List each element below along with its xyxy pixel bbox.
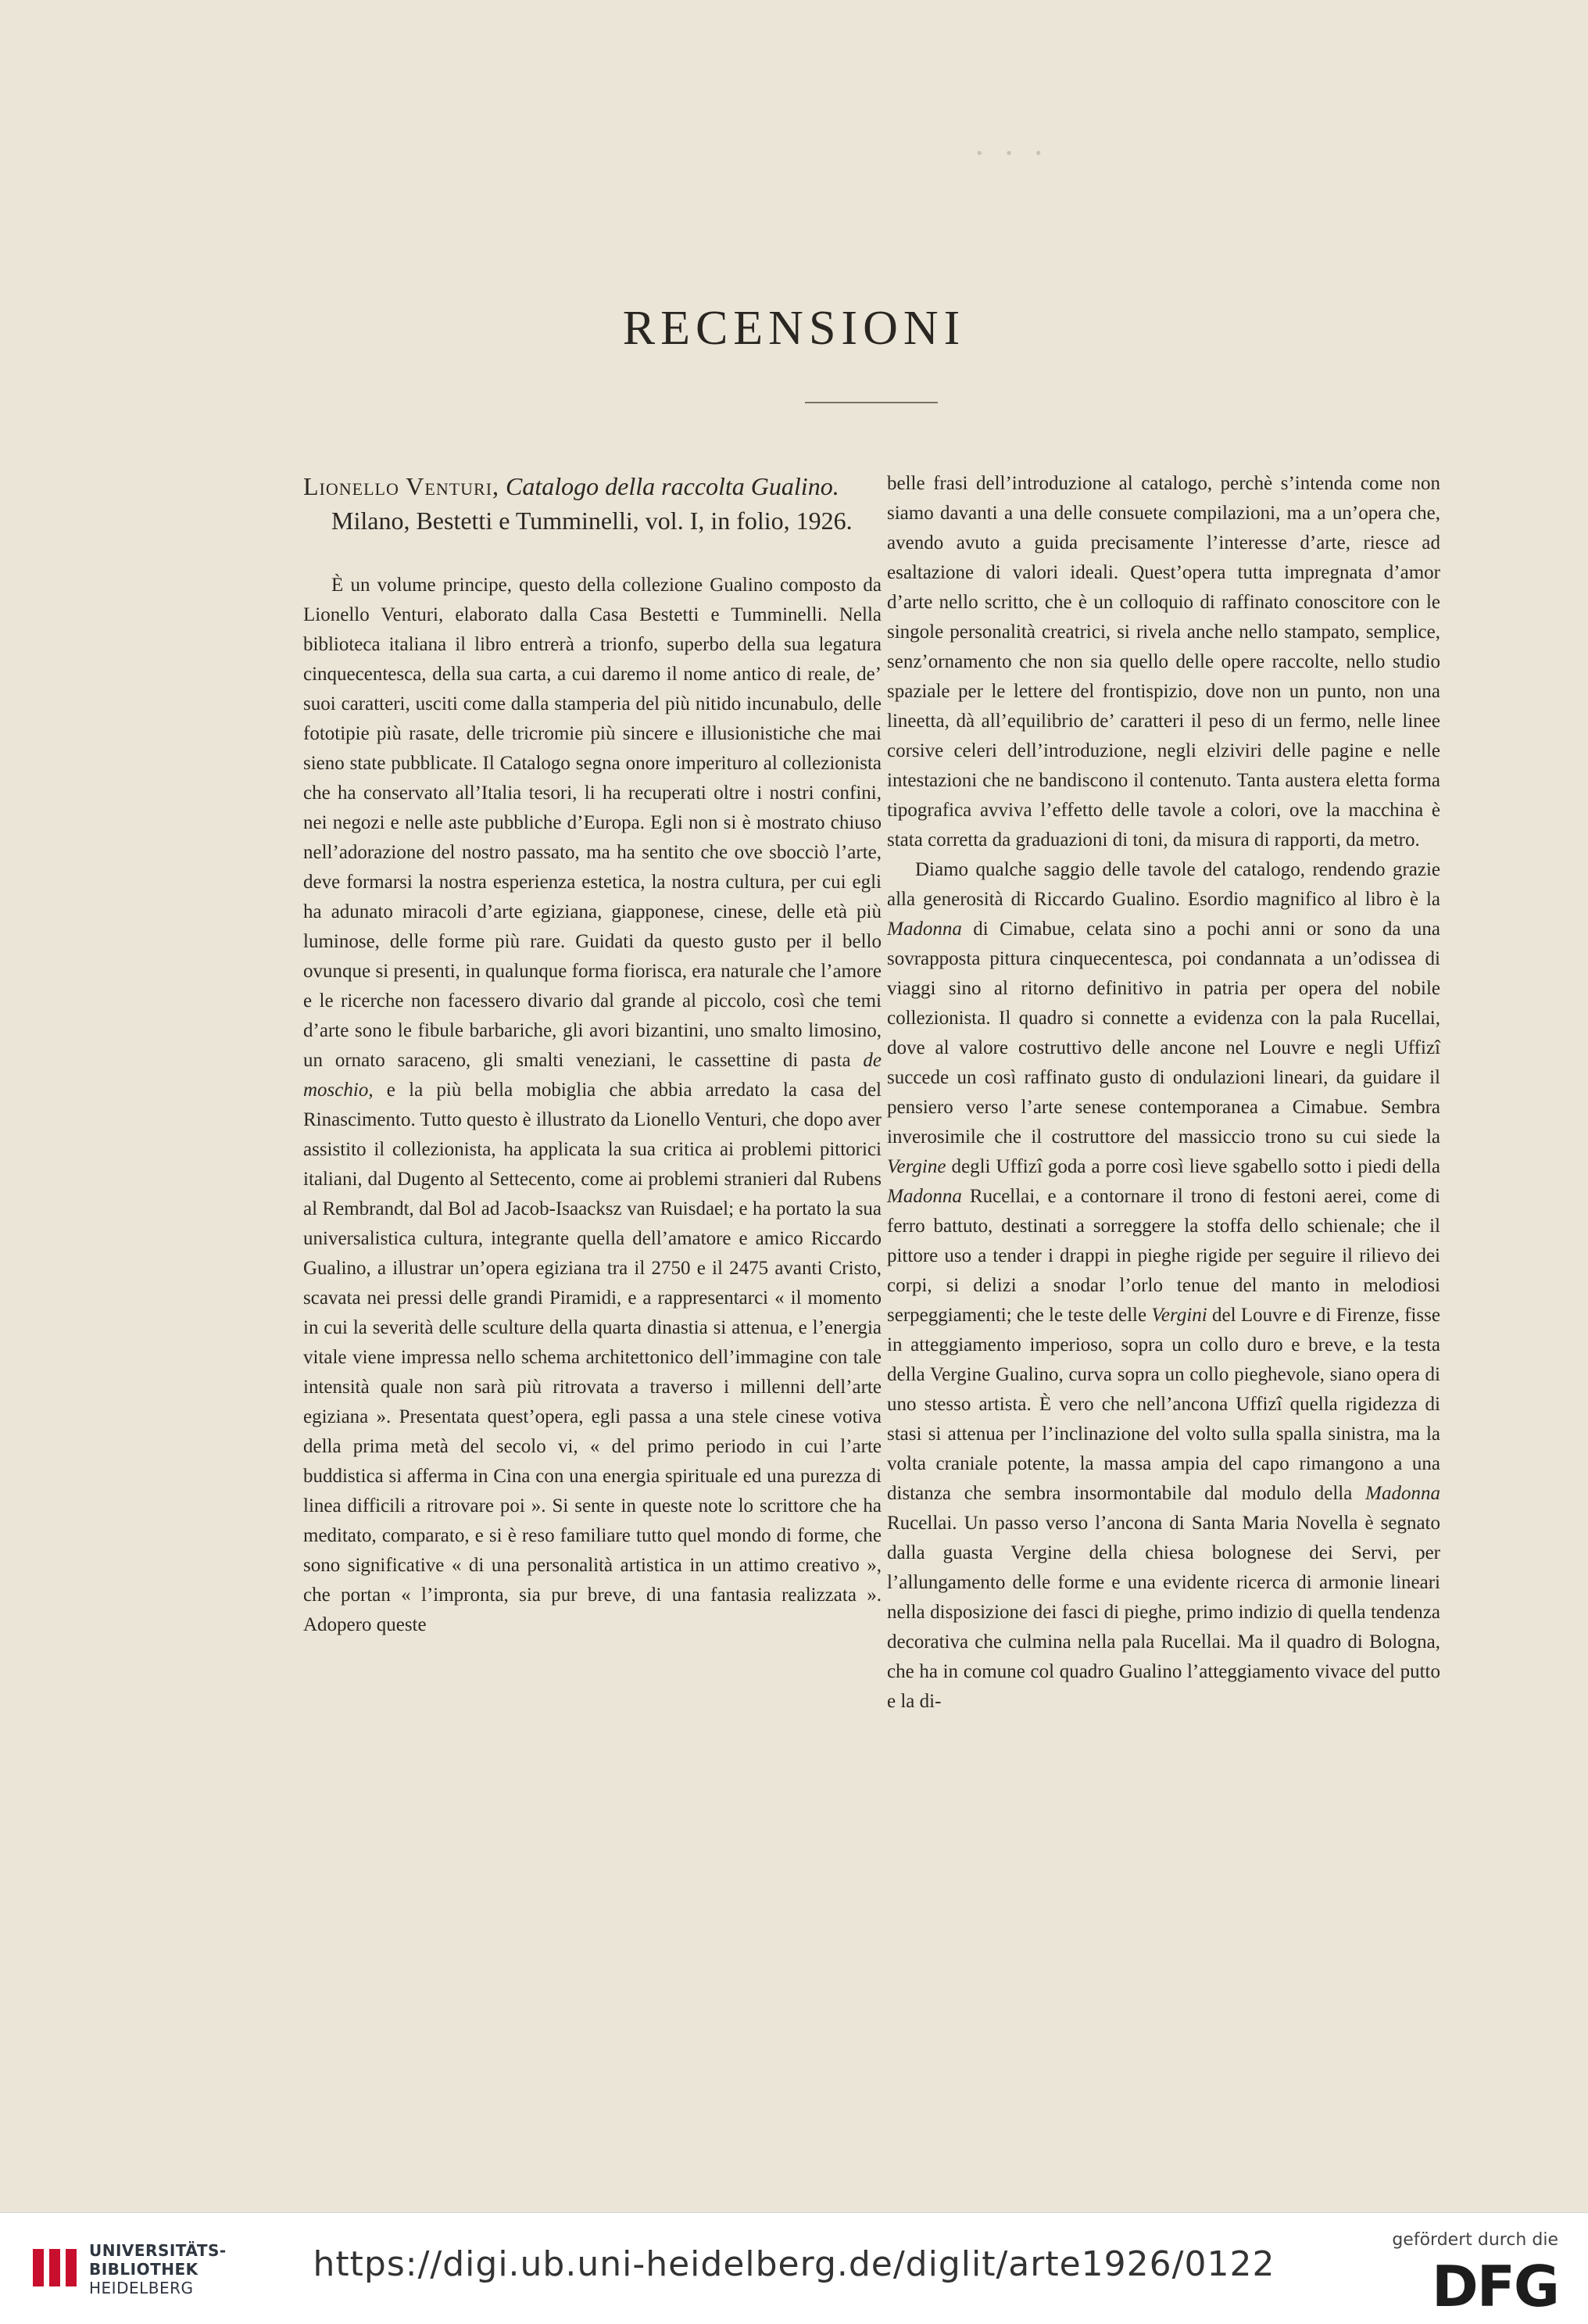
review-details: Milano, Bestetti e Tumminelli, vol. I, in folio, 1926. bbox=[331, 507, 853, 535]
review-author: Lionello Venturi, bbox=[303, 472, 500, 500]
right-text-italic: Madonna bbox=[887, 1186, 962, 1207]
review-heading bbox=[303, 469, 882, 538]
title-rule bbox=[805, 402, 938, 403]
viewer-footer bbox=[0, 2212, 1588, 2324]
right-text-italic: Vergini bbox=[1151, 1305, 1207, 1326]
library-name-line: BIBLIOTHEK bbox=[89, 2260, 198, 2279]
right-text: Rucellai, e a contornare il trono di festoni aerei, come di ferro battuto, destinati a sorreggere la stoffa dello schienale; che il pittore uso a tender i drappi in pieghe rigide per seguire il rilievo dei corpi, si delizi a snodar l’orlo tenue del manto in melodiosi serpeggiamenti; che le teste delle bbox=[887, 1186, 1440, 1326]
left-column bbox=[303, 469, 882, 1640]
right-text: degli Uffizî goda a porre così lieve sgabello sotto i piedi della bbox=[946, 1156, 1440, 1177]
right-text-italic: Madonna bbox=[1365, 1483, 1440, 1504]
right-paragraph-1: belle frasi dell’introduzione al catalogo, perchè s’intenda come non siamo davanti a una delle consuete compilazioni, ma a un’opera che, avendo avuto a guida precisamente l’interesse d’arte, riesce ad esaltazione di valori ideali. Quest’opera tutta impregnata d’amor d’arte nello scritto, che è un colloquio di raffinato conoscitore con le singole personalità creatrici, si rivela anche nello stampato, semplice, senz’ornamento che non sia quello delle opere raccolte, nello studio spaziale per le lettere del frontispizio, dove non un punto, non una lineetta, dà all’equilibrio de’ caratteri il peso di un fermo, nelle linee corsive celeri dell’introduzione, negli elziviri delle pagine e nelle intestazioni che ne bandiscono il contenuto. Tanta austera eletta forma tipografica avviva l’effetto delle tavole a colori, ove la macchina è stata corretta da graduazioni di toni, da misura di rapporti, da metro. bbox=[887, 473, 1440, 850]
right-paragraph-2 bbox=[887, 855, 1440, 1717]
page-title: RECENSIONI bbox=[622, 302, 966, 355]
library-name-line: UNIVERSITÄTS- bbox=[89, 2241, 227, 2260]
right-text: Diamo qualche saggio delle tavole del catalogo, rendendo grazie alla generosità di Riccardo Gualino. Esordio magnifico al libro è la bbox=[887, 859, 1440, 910]
left-paragraph bbox=[303, 571, 882, 1640]
right-text-italic: Vergine bbox=[887, 1156, 946, 1177]
right-text: del Louvre e di Firenze, fisse in atteggiamento imperioso, sopra un collo duro e breve, e la testa della Vergine Gualino, curva sopra un collo pieghevole, siano opera di uno stesso artista. È vero che nell’ancona Uffizî quella rigidezza di stasi si attenua per l’inclinazione del volto sulla spalla sinistra, ma la volta craniale potente, la massa ampia del capo rimangono a una distanza che sembra insormontabile dal modulo della bbox=[887, 1305, 1440, 1504]
right-text: Rucellai. Un passo verso l’ancona di Santa Maria Novella è segnato dalla guasta Vergine della chiesa bolognese dei Servi, per l’allungamento delle forme e una evidente ricerca di armonie lineari nella disposizione dei fasci di pieghe, primo indizio di quella tendenza decorativa che culmina nella pala Rucellai. Ma il quadro di Bologna, che ha in comune col quadro Gualino l’atteggiamento vivace del putto e la di- bbox=[887, 1513, 1440, 1712]
right-text: di Cimabue, celata sino a pochi anni or sono da una sovrapposta pittura cinquecentesca, poi condannata a un’odissea di viaggi sino al ritorno definitivo in patria per opera del nobile collezionista. Il quadro si connette a evidenza con la pala Rucellai, dove al valore costruttivo delle ancone nel Louvre e negli Uffizî succede un così raffinato gusto di ondulazioni lineari, da guidare il pensiero verso l’arte senese contemporanea a Cimabue. Sembra inverosimile che il costruttore del massiccio trono su cui siede la bbox=[887, 918, 1440, 1148]
review-work-title: Catalogo della raccolta Gualino. bbox=[506, 472, 839, 500]
left-text-a: È un volume principe, questo della collezione Gualino composto da Lionello Venturi, elaborato dalla Casa Bestetti e Tumminelli. Nella biblioteca italiana il libro entrerà a trionfo, superbo della sua legatura cinquecentesca, della sua carta, a cui daremo il nome antico di reale, de’ suoi caratteri, usciti come dalla stamperia del più nitido incunabulo, delle fototipie più rasate, delle tricromie più sincere e illusionistiche che mai sieno state pubblicate. Il Catalogo segna onore imperituro al collezionista che ha conservato all’Italia tesori, li ha recuperati oltre i nostri confini, nei negozi e nelle aste pubbliche d’Europa. Egli non si è mostrato chiuso nell’adorazione del nostro passato, ma ha sentito che ove sbocciò l’arte, deve formarsi la nostra esperienza estetica, la nostra cultura, per cui egli ha adunato miracoli d’arte egiziana, giapponese, cinese, delle età più luminose, delle forme più rare. Guidati da questo gusto per il bello ovunque si presenti, in qualunque forma fiorisca, era naturale che l’amore e le ricerche non facessero divario dal grande al piccolo, così che temi d’arte sono le fibule barbariche, gli avori bizantini, uno smalto limosino, un ornato saraceno, gli smalti veneziani, le cassettine di pasta bbox=[303, 575, 882, 1071]
right-column bbox=[887, 469, 1440, 1717]
bleed-through-text: · · · bbox=[969, 134, 1044, 172]
left-text-b: e la più bella mobiglia che abbia arredato la casa del Rinascimento. Tutto questo è illustrato da Lionello Venturi, che dopo aver assistito il collezionista, ha applicata la sua critica ai problemi pittorici italiani, dal Dugento al Settecento, come ai problemi stranieri dal Rubens al Rembrandt, dal Bol ad Jacob-Isaacksz van Ruisdael; e ha portato la sua universalistica cultura, integrante quella dell’amatore e amico Riccardo Gualino, a illustrar un’opera egiziana tra il 2750 e il 2475 avanti Cristo, scavata nei pressi delle grandi Piramidi, e a rappresentarci « il momento in cui la severità delle sculture della quarta dinastia si attenua, e l’energia vitale viene impressa nello schema architettonico dell’immagine con tale intensità quale non sarà più ritrovata a traverso i millenni dell’arte egiziana ». Presentata quest’opera, egli passa a una stele cinese votiva della prima metà del secolo vi, « del primo periodo in cui l’arte buddistica si afferma in Cina con una energia spirituale ed una purezza di linea difficili a ritrovare poi ». Si sente in queste note lo scrittore che ha meditato, comparato, e si è reso familiare tutto quel mondo di forme, che sono significative « di una personalità artistica in un attimo creativo », che portan « l’impronta, sia pur breve, di una fantasia realizzata ». Adopero queste bbox=[303, 1080, 882, 1635]
library-name-line: HEIDELBERG bbox=[89, 2279, 194, 2297]
dfg-logo: DFG bbox=[1431, 2254, 1558, 2319]
sponsor-label: gefördert durch die bbox=[1392, 2230, 1558, 2250]
right-text-italic: Madonna bbox=[887, 918, 962, 940]
left-text-italic: de moschio, bbox=[303, 1050, 882, 1101]
permalink-url[interactable]: https://digi.ub.uni-heidelberg.de/diglit/arte1926/0122 bbox=[313, 2244, 1275, 2284]
